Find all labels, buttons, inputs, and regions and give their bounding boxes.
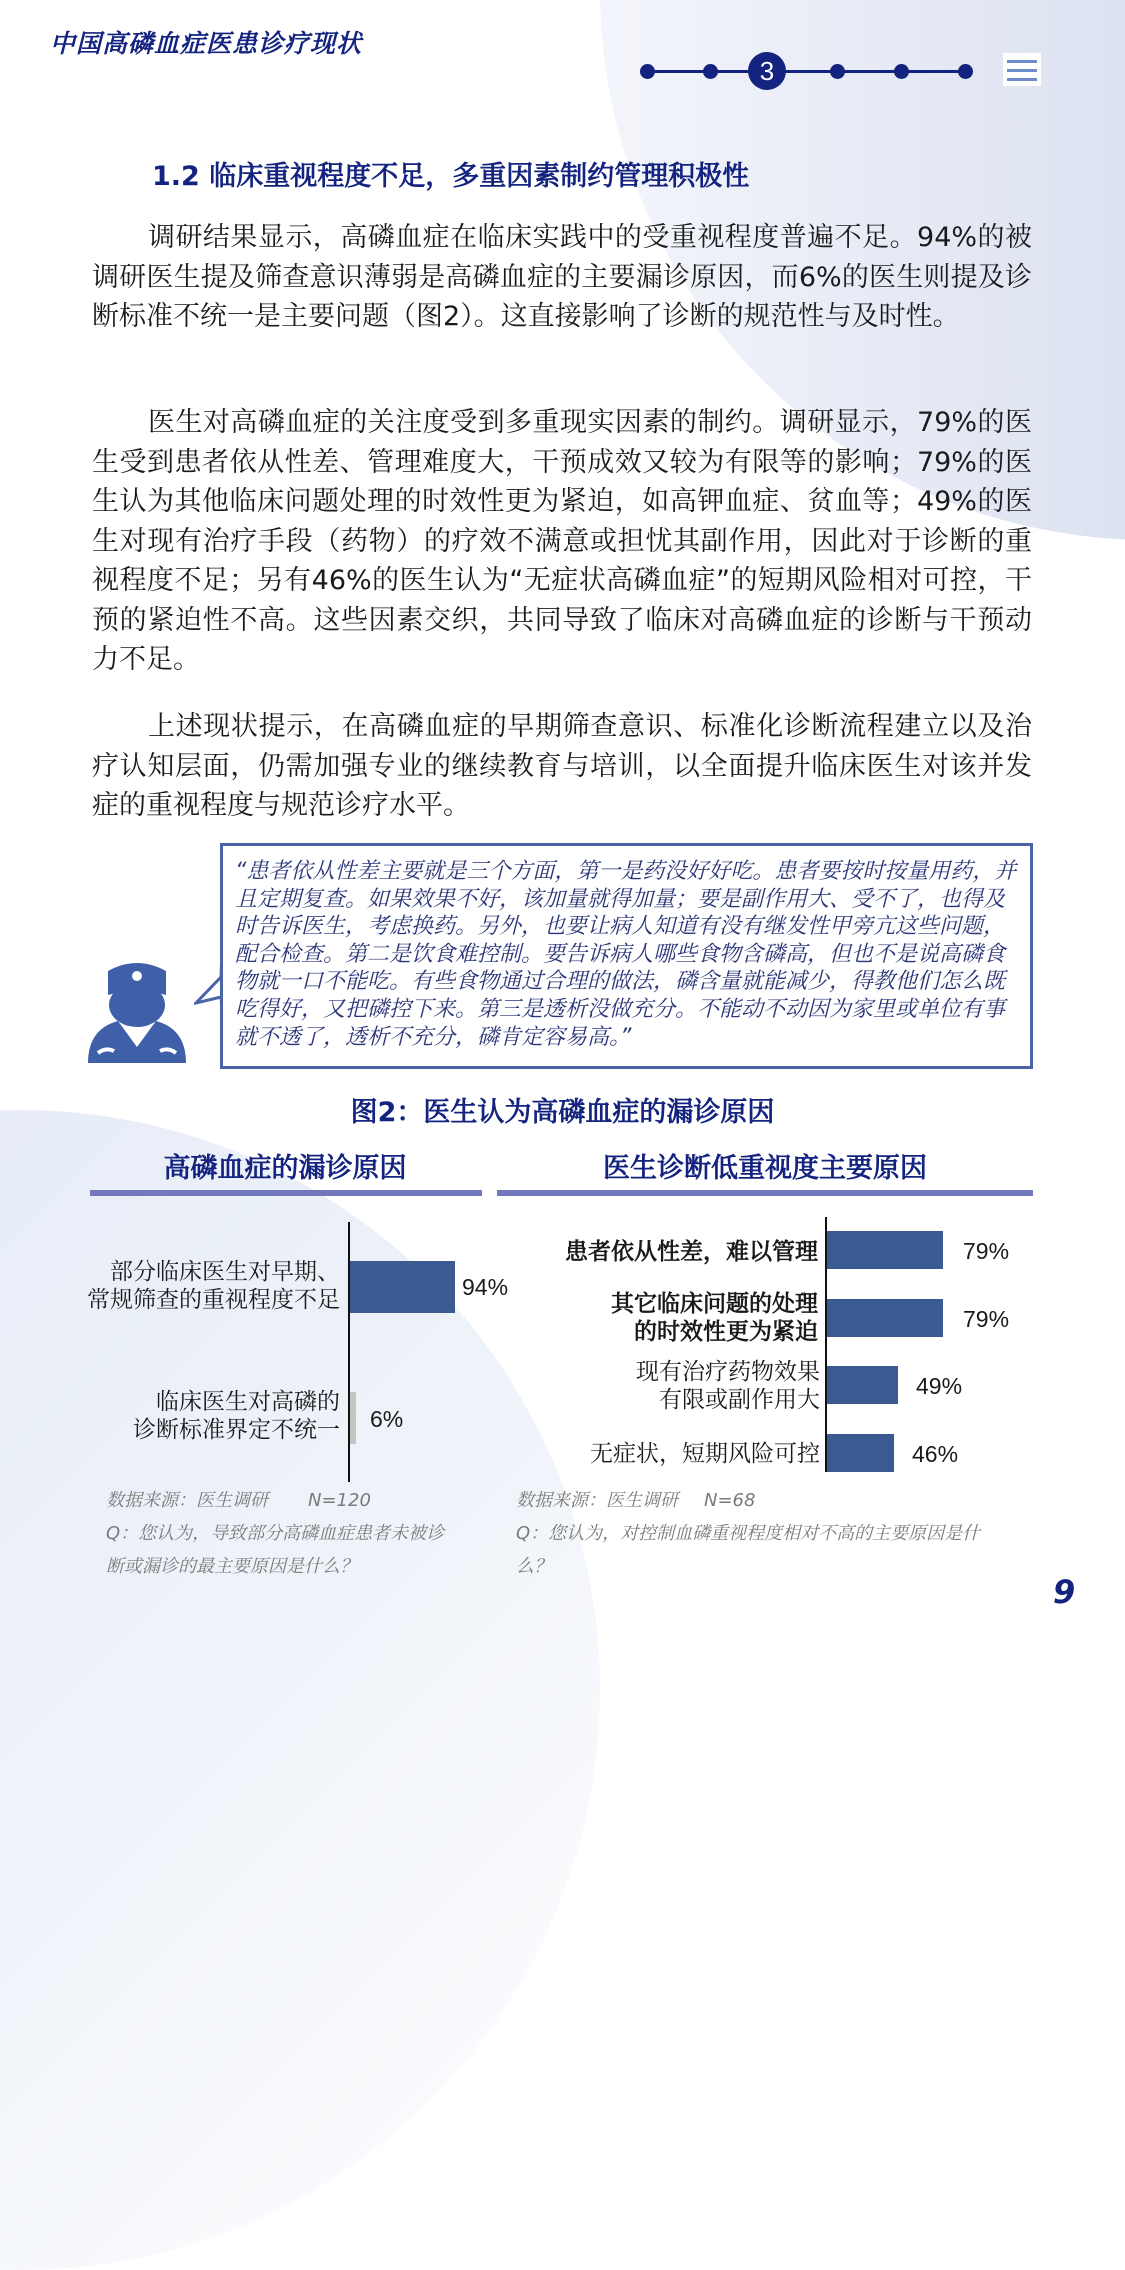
chapter-step-1[interactable] [640, 64, 655, 79]
chart-right-value-4: 46% [912, 1441, 959, 1467]
chapter-step-6[interactable] [958, 64, 973, 79]
doctor-quote: “患者依从性差主要就是三个方面，第一是药没好好吃。患者要按时按量用药，并且定期复查。如果效果不好，该加量就得加量；要是副作用大、受不了，也得及时告诉医生，考虑换药。另外，也要让病人知道有没有继发性甲旁亢这些问题，配合检查。第二是饮食难控制。要告诉病人哪些食物含磷高，但也不是说高磷食物就一口不能吃。有些食物通过合理的做法，磷含量就能减少，得教他们怎么既吃得好，又把磷控下来。第三是透析没做充分。不能动不动因为家里或单位有事就不透了，透析不充分，磷肯定容易高。” [235, 859, 1017, 1050]
chart-left-category-1: 部分临床医生对早期、 常规筛查的重视程度不足 [87, 1259, 340, 1313]
chart-right-value-1: 79% [963, 1238, 1010, 1264]
hamburger-menu-icon[interactable] [1003, 53, 1041, 86]
chart-left-question: Q：您认为，导致部分高磷血症患者未被诊 断或漏诊的最主要原因是什么？ [106, 1523, 445, 1577]
chart-left-category-2: 临床医生对高磷的 诊断标准界定不统一 [133, 1389, 340, 1443]
paragraph-3: 上述现状提示，在高磷血症的早期筛查意识、标准化诊断流程建立以及治疗认知层面，仍需加强专业的继续教育与培训，以全面提升临床医生对该并发症的重视程度与规范诊疗水平。 [92, 711, 1032, 821]
chapter-step-4[interactable] [830, 64, 845, 79]
chart-right-title: 医生诊断低重视度主要原因 [603, 1153, 927, 1184]
chart-right-rule [497, 1190, 1033, 1196]
section-heading: 1.2 临床重视程度不足，多重因素制约管理积极性 [152, 161, 750, 192]
chart-right-bar-3 [827, 1366, 898, 1404]
chart-right-question: Q：您认为，对控制血磷重视程度相对不高的主要原因是什 么？ [516, 1523, 981, 1577]
chapter-step-5[interactable] [894, 64, 909, 79]
page-number: 9 [1053, 1573, 1076, 1611]
chart-left-source: 数据来源：医生调研 N=120 [106, 1490, 371, 1511]
chart-right-value-3: 49% [916, 1373, 963, 1399]
figure-title: 图2：医生认为高磷血症的漏诊原因 [350, 1097, 775, 1128]
chart-right-bar-4 [827, 1434, 894, 1472]
chart-right-bar-2 [827, 1299, 943, 1337]
paragraph-2: 医生对高磷血症的关注度受到多重现实因素的制约。调研显示，79%的医生受到患者依从性差、管理难度大，干预成效又较为有限等的影响；79%的医生认为其他临床问题处理的时效性更为紧迫，如高钾血症、贫血等；49%的医生对现有治疗手段（药物）的疗效不满意或担忧其副作用，因此对于诊断的重视程度不足；另有46%的医生认为“无症状高磷血症”的短期风险相对可控，干预的紧迫性不高。这些因素交织，共同导致了临床对高磷血症的诊断与干预动力不足。 [92, 407, 1032, 675]
doctor-avatar-icon [84, 955, 190, 1063]
chart-right-category-2: 其它临床问题的处理 的时效性更为紧迫 [611, 1291, 818, 1345]
chart-right-category-4: 无症状，短期风险可控 [590, 1441, 820, 1467]
chart-left-value-2: 6% [370, 1406, 404, 1432]
chart-left-bar-1 [350, 1261, 455, 1313]
paragraph-1: 调研结果显示，高磷血症在临床实践中的受重视程度普遍不足。94%的被调研医生提及筛查意识薄弱是高磷血症的主要漏诊原因，而6%的医生则提及诊断标准不统一是主要问题（图2）。这直接影响了诊断的规范性与及时性。 [92, 222, 1032, 332]
chart-left-title: 高磷血症的漏诊原因 [163, 1153, 407, 1184]
chapter-step-current[interactable]: 3 [748, 52, 786, 90]
chart-right-bar-1 [827, 1231, 943, 1269]
chart-left-rule [90, 1190, 482, 1196]
chart-right-category-3: 现有治疗药物效果 有限或副作用大 [636, 1359, 820, 1413]
brand-title: 中国高磷血症医患诊疗现状 [50, 29, 363, 58]
chart-right-category-1: 患者依从性差，难以管理 [565, 1239, 818, 1265]
chart-left-bar-2 [350, 1392, 356, 1444]
chart-left-value-1: 94% [462, 1274, 509, 1300]
chapter-progress-nav [640, 50, 980, 94]
chapter-step-2[interactable] [703, 64, 718, 79]
chart-right-value-2: 79% [963, 1306, 1010, 1332]
progress-line [648, 70, 972, 73]
chart-right-source: 数据来源：医生调研 N=68 [516, 1490, 756, 1511]
